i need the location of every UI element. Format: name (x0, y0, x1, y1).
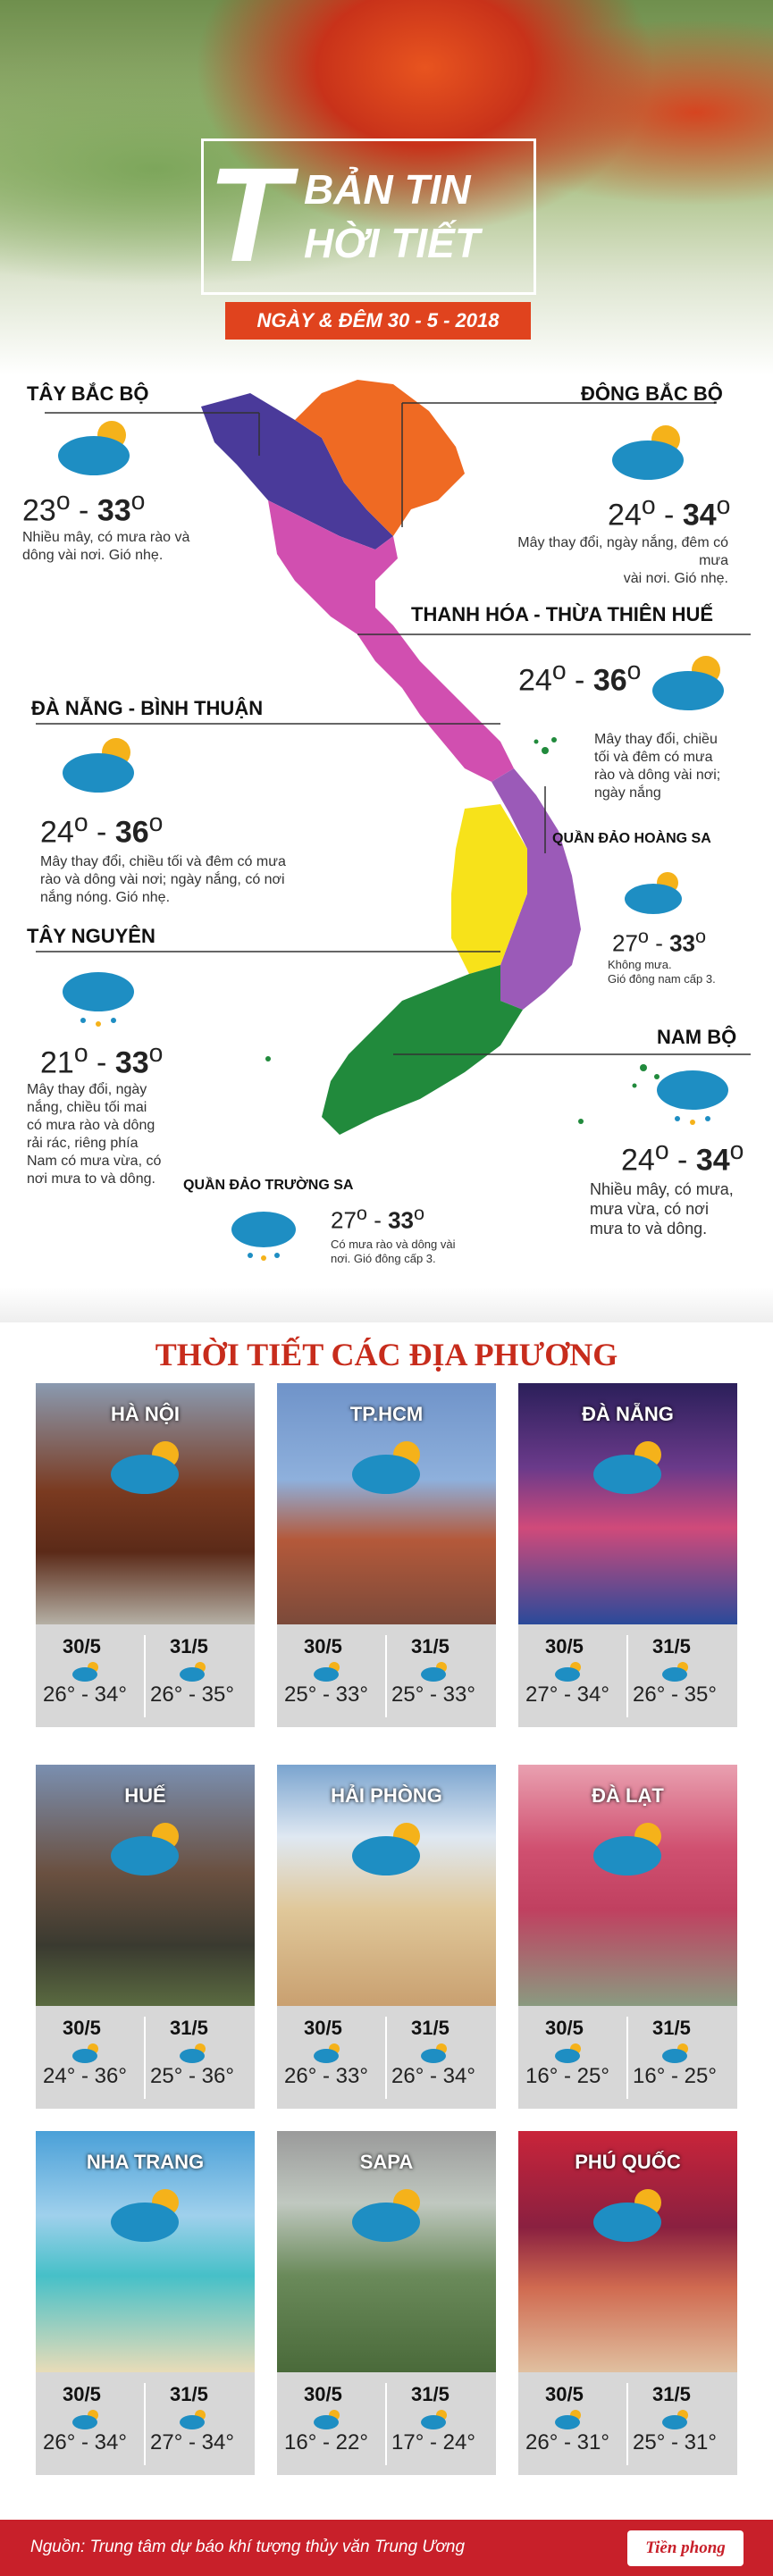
city-card (277, 1765, 496, 2109)
small-weather-icon (661, 2408, 692, 2429)
footer (0, 2520, 773, 2576)
region-name-dong-bac: ĐÔNG BẮC BỘ (581, 382, 723, 405)
temp-tay-bac: 23$^o$ - 33$^o$ (22, 487, 146, 528)
region-name-tay-nguyen: TÂY NGUYÊN (27, 925, 155, 947)
forecast-date-2: 31/5 (411, 2383, 450, 2405)
weather-icon (107, 1437, 188, 1499)
small-weather-icon (554, 2042, 584, 2063)
rain-cloud-icon (652, 1063, 733, 1130)
small-weather-icon (313, 2408, 343, 2429)
forecast-date-1: 30/5 (545, 2017, 584, 2039)
small-weather-icon (661, 2042, 692, 2063)
desc-truong-sa: Có mưa rào và dông vài nơi. Gió đông cấp 3. (331, 1238, 456, 1265)
sun-cloud-icon (54, 415, 139, 478)
city-card (36, 1383, 255, 1727)
forecast-temp-2: 27° - 34° (150, 2430, 234, 2454)
city-card (518, 1765, 737, 2109)
desc-da-nang-binh-thuan: Mây thay đổi, chiều tối và đêm có mưa rào và dông vài nơi; ngày nắng, có nơi nắng nóng. Gió nhẹ. (40, 854, 286, 905)
weather-icon (107, 1818, 188, 1881)
forecast-temp-1: 16° - 22° (284, 2430, 368, 2454)
small-weather-icon (661, 1660, 692, 1682)
section-divider (0, 1287, 773, 1322)
weather-icon (349, 1818, 429, 1881)
city-name: PHÚ QUỐC (575, 2151, 681, 2173)
forecast-date-2: 31/5 (170, 1635, 208, 1657)
forecast-temp-1: 16° - 25° (525, 2064, 609, 2088)
region-name-nam-bo: NAM BỘ (657, 1026, 737, 1048)
small-weather-icon (420, 2408, 450, 2429)
forecast-divider (385, 1635, 387, 1717)
region-name-truong-sa: QUẦN ĐẢO TRƯỜNG SA (183, 1178, 354, 1193)
temp-hoang-sa: 27$^o$ - 33$^o$ (612, 925, 707, 957)
small-weather-icon (71, 2408, 102, 2429)
map-island-hoang-sa (542, 747, 549, 754)
forecast-divider (626, 2017, 628, 2099)
weather-icon (107, 2185, 188, 2247)
city-card (277, 1383, 496, 1727)
forecast-temp-1: 27° - 34° (525, 1682, 609, 1707)
forecast-divider (385, 2017, 387, 2099)
forecast-temp-1: 24° - 36° (43, 2064, 127, 2088)
desc-tay-nguyen: Mây thay đổi, ngày nắng, chiều tối mai có mưa rào và dông rải rác, riêng phía Nam có mưa vừa, có nơi mưa to và dông. (27, 1082, 162, 1187)
region-name-thanh-hoa-hue: THANH HÓA - THỪA THIÊN HUẾ (411, 603, 714, 625)
small-weather-icon (179, 2042, 209, 2063)
forecast-temp-2: 26° - 34° (391, 2064, 475, 2088)
forecast-date-2: 31/5 (652, 1635, 691, 1657)
city-name: NHA TRANG (86, 2151, 205, 2173)
header-banner (0, 0, 773, 375)
rain-cloud-icon (228, 1206, 299, 1264)
forecast-date-1: 30/5 (63, 1635, 101, 1657)
small-weather-icon (179, 2408, 209, 2429)
forecast-divider (626, 1635, 628, 1717)
city-name: HUẾ (124, 1784, 166, 1807)
small-weather-icon (71, 1660, 102, 1682)
city-card (277, 2131, 496, 2475)
small-weather-icon (420, 1660, 450, 1682)
temp-thanh-hoa-hue: 24$^o$ - 36$^o$ (518, 657, 642, 698)
forecast-temp-2: 25° - 33° (391, 1682, 475, 1707)
weather-icon (590, 2185, 670, 2247)
forecast-temp-1: 26° - 34° (43, 1682, 127, 1707)
forecast-divider (626, 2383, 628, 2465)
small-weather-icon (420, 2042, 450, 2063)
forecast-date-2: 31/5 (652, 2017, 691, 2039)
forecast-date-1: 30/5 (63, 2017, 101, 2039)
small-weather-icon (313, 2042, 343, 2063)
small-weather-icon (71, 2042, 102, 2063)
section-title-local-weather: THỜI TIẾT CÁC ĐỊA PHƯƠNG (155, 1337, 618, 1372)
region-name-tay-bac: TÂY BẮC BỘ (27, 382, 149, 405)
region-name-da-nang-binh-thuan: ĐÀ NẴNG - BÌNH THUẬN (31, 697, 264, 719)
weather-icon (590, 1818, 670, 1881)
map-region-central-north (268, 500, 514, 782)
city-card (518, 2131, 737, 2475)
forecast-date-2: 31/5 (170, 2017, 208, 2039)
forecast-divider (144, 1635, 146, 1717)
forecast-temp-1: 26° - 34° (43, 2430, 127, 2454)
small-weather-icon (179, 1660, 209, 1682)
city-name: ĐÀ NẴNG (582, 1403, 674, 1425)
forecast-temp-2: 17° - 24° (391, 2430, 475, 2454)
temp-da-nang-binh-thuan: 24$^o$ - 36$^o$ (40, 809, 164, 850)
temp-truong-sa: 27$^o$ - 33$^o$ (331, 1202, 425, 1234)
title-line-2: HỜI TIẾT (304, 220, 480, 266)
forecast-date-2: 31/5 (652, 2383, 691, 2405)
city-card (518, 1383, 737, 1727)
map-island-truong-sa (640, 1064, 647, 1071)
forecast-date-1: 30/5 (63, 2383, 101, 2405)
forecast-date-2: 31/5 (411, 2017, 450, 2039)
weather-icon (349, 1437, 429, 1499)
small-weather-icon (554, 2408, 584, 2429)
temp-nam-bo: 24$^o$ - 34$^o$ (621, 1137, 744, 1178)
city-name: HÀ NỘI (111, 1403, 180, 1425)
title-line-1: BẢN TIN (304, 166, 471, 213)
sun-cloud-icon (621, 867, 688, 916)
forecast-divider (385, 2383, 387, 2465)
forecast-temp-2: 26° - 35° (150, 1682, 234, 1707)
weather-icon (349, 2185, 429, 2247)
date-banner: NGÀY & ĐÊM 30 - 5 - 2018 (225, 302, 531, 340)
region-name-hoang-sa: QUẦN ĐẢO HOÀNG SA (552, 831, 711, 846)
forecast-date-1: 30/5 (545, 2383, 584, 2405)
temp-dong-bac: 24$^o$ - 34$^o$ (608, 491, 731, 533)
desc-thanh-hoa-hue: Mây thay đổi, chiều tối và đêm có mưa rào và dông vài nơi; ngày nắng (594, 732, 721, 801)
forecast-divider (144, 2383, 146, 2465)
tienphong-logo: Tiền phong (627, 2530, 744, 2566)
sun-cloud-icon (58, 733, 143, 795)
forecast-temp-1: 25° - 33° (284, 1682, 368, 1707)
desc-tay-bac: Nhiều mây, có mưa rào và dông vài nơi. Gió nhẹ. (22, 530, 190, 563)
city-name: HẢI PHÒNG (331, 1784, 442, 1807)
small-weather-icon (554, 1660, 584, 1682)
temp-tay-nguyen: 21$^o$ - 33$^o$ (40, 1039, 164, 1080)
map-region-south (322, 965, 523, 1135)
rain-cloud-icon (58, 965, 139, 1032)
title-initial: T (207, 139, 290, 289)
city-name: ĐÀ LẠT (592, 1784, 664, 1807)
city-card (36, 2131, 255, 2475)
city-name: TP.HCM (349, 1403, 424, 1425)
weather-icon (590, 1437, 670, 1499)
desc-dong-bac: Mây thay đổi, ngày nắng, đêm có mưa vài nơi. Gió nhẹ. (517, 535, 728, 586)
forecast-date-2: 31/5 (170, 2383, 208, 2405)
source-text: Nguồn: Trung tâm dự báo khí tượng thủy văn Trung Ương (30, 2538, 466, 2556)
forecast-temp-2: 25° - 31° (633, 2430, 717, 2454)
desc-nam-bo: Nhiều mây, có mưa, mưa vừa, có nơi mưa to và dông. (590, 1180, 734, 1238)
forecast-temp-2: 16° - 25° (633, 2064, 717, 2088)
forecast-date-1: 30/5 (304, 1635, 342, 1657)
forecast-date-2: 31/5 (411, 1635, 450, 1657)
forecast-date-1: 30/5 (304, 2017, 342, 2039)
desc-hoang-sa: Không mưa. Gió đông nam cấp 3. (608, 958, 716, 986)
small-weather-icon (313, 1660, 343, 1682)
city-name: SAPA (359, 2151, 414, 2173)
forecast-divider (144, 2017, 146, 2099)
forecast-temp-1: 26° - 33° (284, 2064, 368, 2088)
forecast-temp-2: 26° - 35° (633, 1682, 717, 1707)
forecast-temp-2: 25° - 36° (150, 2064, 234, 2088)
sun-cloud-icon (648, 650, 733, 713)
forecast-date-1: 30/5 (304, 2383, 342, 2405)
forecast-temp-1: 26° - 31° (525, 2430, 609, 2454)
forecast-date-1: 30/5 (545, 1635, 584, 1657)
city-card (36, 1765, 255, 2109)
sun-cloud-icon (608, 420, 693, 482)
